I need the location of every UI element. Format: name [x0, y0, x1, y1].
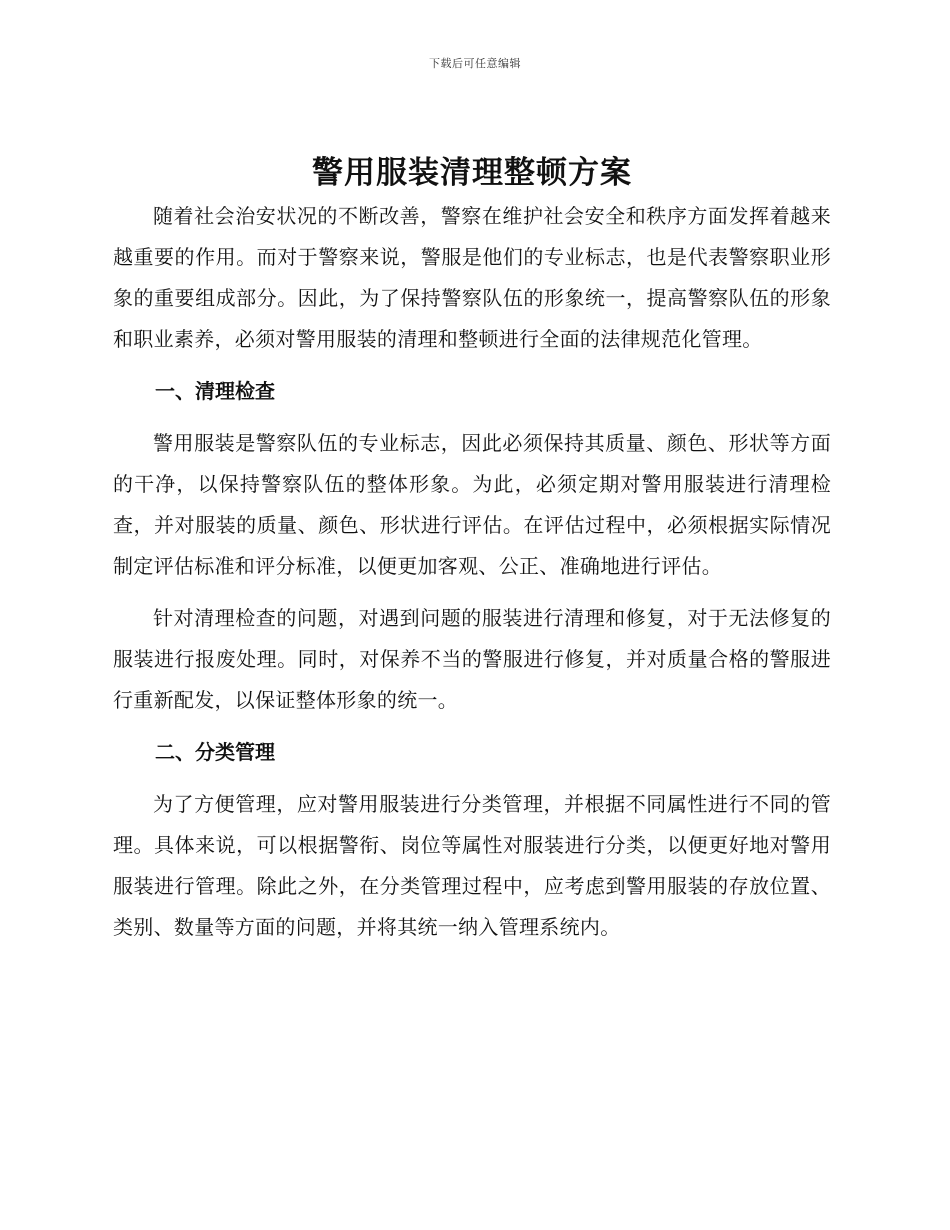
section-heading-classified-management: 二、分类管理	[155, 740, 275, 764]
section-1-paragraph-2: 针对清理检查的问题，对遇到问题的服装进行清理和修复，对于无法修复的服装进行报废处理。同时，对保养不当的警服进行修复，并对质量合格的警服进行重新配发，以保证整体形象的统一。	[113, 606, 831, 712]
section-heading-cleanup-inspection: 一、清理检查	[155, 379, 275, 403]
section-2-paragraph-1: 为了方便管理，应对警用服装进行分类管理，并根据不同属性进行不同的管理。具体来说，可以根据警衔、岗位等属性对服装进行分类，以便更好地对警用服装进行管理。除此之外，在分类管理过程中，应考虑到警用服装的存放位置、类别、数量等方面的问题，并将其统一纳入管理系统内。	[113, 792, 831, 939]
document-body	[113, 150, 831, 948]
section-1-paragraph-1: 警用服装是警察队伍的专业标志，因此必须保持其质量、颜色、形状等方面的干净，以保持警察队伍的整体形象。为此，必须定期对警用服装进行清理检查，并对服装的质量、颜色、形状进行评估。在评估过程中，必须根据实际情况制定评估标准和评分标准，以便更加客观、公正、准确地进行评估。	[113, 431, 831, 578]
header-note: 下载后可任意编辑	[429, 57, 521, 70]
intro-paragraph: 随着社会治安状况的不断改善，警察在维护社会安全和秩序方面发挥着越来越重要的作用。而对于警察来说，警服是他们的专业标志，也是代表警察职业形象的重要组成部分。因此，为了保持警察队伍的形象统一，提高警察队伍的形象和职业素养，必须对警用服装的清理和整顿进行全面的法律规范化管理。	[113, 204, 831, 351]
document-title: 警用服装清理整顿方案	[312, 155, 632, 191]
